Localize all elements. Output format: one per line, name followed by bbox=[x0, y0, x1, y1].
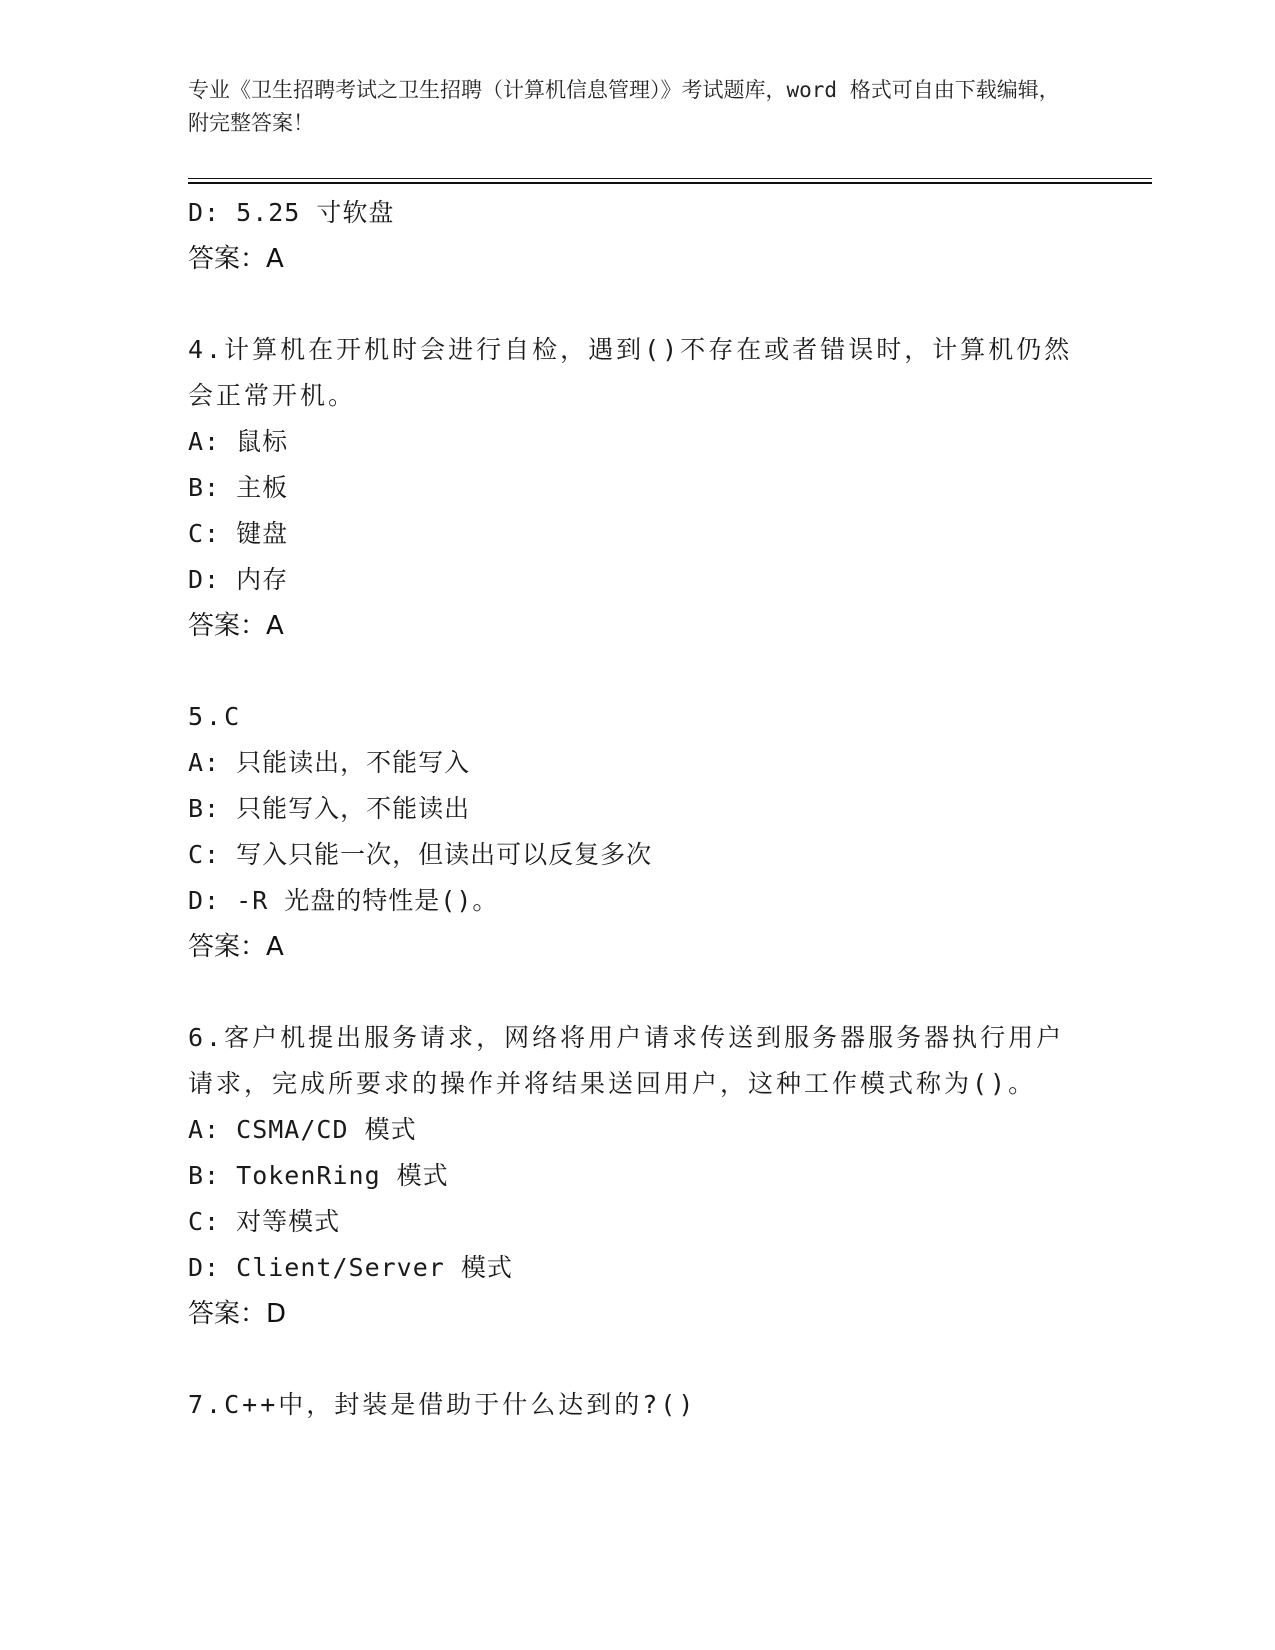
option-d: D: 内存 bbox=[188, 565, 289, 594]
option-d: D: Client/Server 模式 bbox=[188, 1253, 513, 1282]
answer-line: 答案：A bbox=[188, 244, 284, 274]
answer-line: 答案：D bbox=[188, 1299, 287, 1329]
question-text: 4.计算机在开机时会进行自检，遇到()不存在或者错误时，计算机仍然会正常开机。 bbox=[188, 335, 1073, 410]
question-5 bbox=[188, 694, 1088, 970]
answer-line: 答案：A bbox=[188, 611, 284, 641]
question-text: 6.客户机提出服务请求，网络将用户请求传送到服务器服务器执行用户请求，完成所要求的操作并将结果送回用户，这种工作模式称为()。 bbox=[188, 1023, 1065, 1098]
option-b: B: 主板 bbox=[188, 473, 289, 502]
option-a: A: 只能读出，不能写入 bbox=[188, 748, 471, 777]
option-b: B: TokenRing 模式 bbox=[188, 1161, 449, 1190]
option-d: D: 5.25 寸软盘 bbox=[188, 198, 395, 227]
question-text: 5.C bbox=[188, 702, 243, 731]
answer-line: 答案：A bbox=[188, 932, 284, 962]
question-text: 7.C++中，封装是借助于什么达到的?() bbox=[188, 1390, 697, 1419]
header-divider-thick bbox=[188, 182, 1152, 184]
header-divider-thin bbox=[188, 178, 1152, 179]
question-7 bbox=[188, 1382, 1088, 1428]
question-4 bbox=[188, 327, 1088, 649]
option-c: C: 对等模式 bbox=[188, 1207, 341, 1236]
option-b: B: 只能写入，不能读出 bbox=[188, 794, 471, 823]
option-c: C: 写入只能一次，但读出可以反复多次 bbox=[188, 840, 653, 869]
option-a: A: 鼠标 bbox=[188, 427, 289, 456]
option-a: A: CSMA/CD 模式 bbox=[188, 1115, 417, 1144]
page-header: 专业《卫生招聘考试之卫生招聘（计算机信息管理）》考试题库，word 格式可自由下载编辑，附完整答案！ bbox=[188, 78, 1060, 135]
question-list bbox=[188, 190, 1088, 1428]
question-6 bbox=[188, 1015, 1088, 1337]
option-d: D: -R 光盘的特性是()。 bbox=[188, 886, 499, 915]
option-c: C: 键盘 bbox=[188, 519, 289, 548]
